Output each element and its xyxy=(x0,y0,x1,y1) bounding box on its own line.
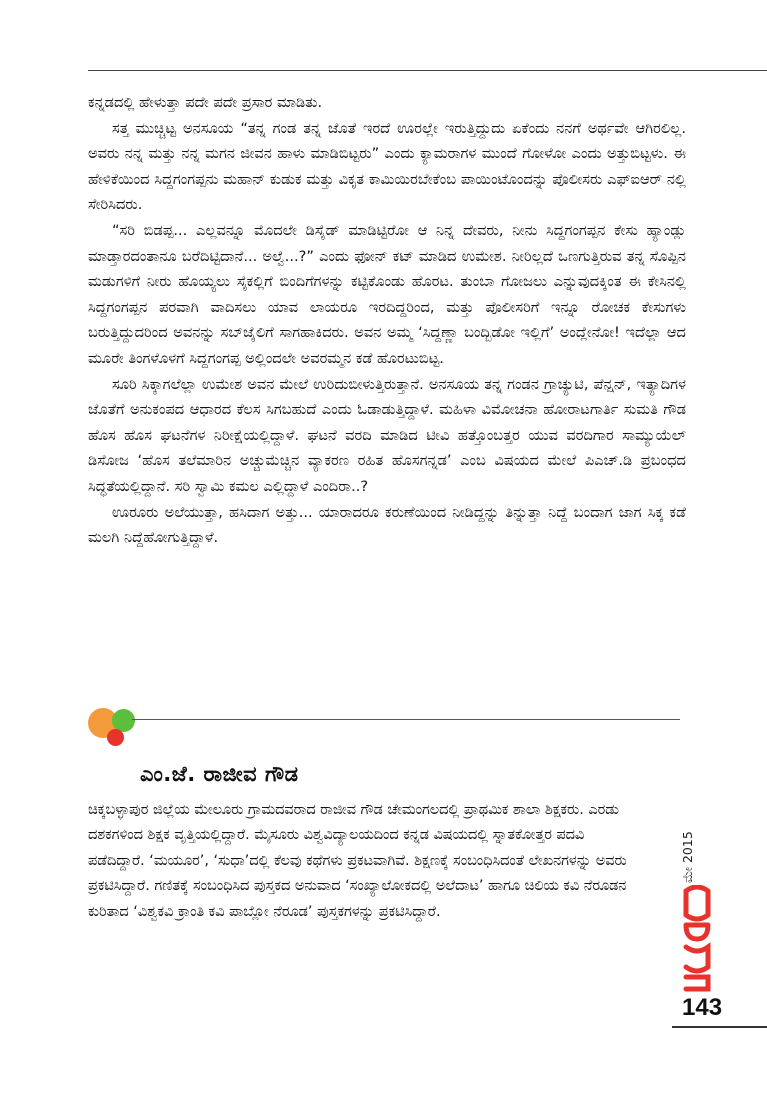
bottom-rule xyxy=(672,1026,767,1028)
story-body xyxy=(88,90,686,551)
story-paragraph: ಸತ್ತ ಮುಚ್ಚಿಟ್ಟ ಅನಸೂಯ “ತನ್ನ ಗಂಡ ತನ್ನ ಜೊತೆ ಇರದೆ ಊರಲ್ಲೇ ಇರುತ್ತಿದ್ದುದು ಏಕೆಂದು ನನಗೆ ಅರ್ಥವೇ ಆಗಿರಲಿಲ್ಲ. ಅವರು ನನ್ನ ಮತ್ತು ನನ್ನ ಮಗನ ಜೀವನ ಹಾಳು ಮಾಡಿಬಿಟ್ಟರು” ಎಂದು ಕ್ಯಾಮರಾಗಳ ಮುಂದೆ ಗೋಳೋ ಎಂದು ಅತ್ತುಬಿಟ್ಟಳು. ಈ ಹೇಳಿಕೆಯಿಂದ ಸಿದ್ದಗಂಗಪ್ಪನು ಮಹಾನ್ ಕುಡುಕ ಮತ್ತು ವಿಕೃತ ಕಾಮಿಯಿರಬೇಕೆಂಬ ಪಾಯಿಂಟೊಂದನ್ನು ಪೊಲೀಸರು ಎಫ್‌ಐಆರ್ ನಲ್ಲಿ ಸೇರಿಸಿದರು. xyxy=(88,119,686,214)
section-divider xyxy=(132,719,680,720)
author-name: ಎಂ.ಜೆ. ರಾಜೀವ ಗೌಡ xyxy=(140,762,299,786)
masthead xyxy=(680,830,720,990)
story-paragraph: ಊರೂರು ಅಲೆಯುತ್ತಾ, ಹಸಿದಾಗ ಅತ್ತು... ಯಾರಾದರೂ ಕರುಣೆಯಿಂದ ನೀಡಿದ್ದನ್ನು ತಿನ್ನುತ್ತಾ ನಿದ್ದೆ ಬಂದಾಗ ಜಾಗ ಸಿಕ್ಕ ಕಡೆ ಮಲಗಿ ನಿದ್ದೆಹೋಗುತ್ತಿದ್ದಾಳೆ. xyxy=(88,503,686,547)
story-paragraph: ಕನ್ನಡದಲ್ಲಿ ಹೇಳುತ್ತಾ ಪದೇ ಪದೇ ಪ್ರಸಾರ ಮಾಡಿತು. xyxy=(88,94,323,111)
top-rule xyxy=(88,70,767,71)
decorative-circles xyxy=(88,708,138,748)
author-bio xyxy=(88,798,636,925)
red-circle-icon xyxy=(107,729,124,746)
magazine-logo-icon xyxy=(680,885,714,993)
page-number: 143 xyxy=(682,994,723,1021)
issue-date: ಮೇ 2015 xyxy=(680,831,695,884)
story-paragraph: ಸೂರಿ ಸಿಕ್ಕಾಗಲೆಲ್ಲಾ ಉಮೇಶ ಅವನ ಮೇಲೆ ಉರಿದುಬೀಳುತ್ತಿರುತ್ತಾನೆ. ಅನಸೂಯ ತನ್ನ ಗಂಡನ ಗ್ರಾಚ್ಯುಟಿ, ಪೆನ್ಷನ್, ಇತ್ಯಾದಿಗಳ ಜೊತೆಗೆ ಅನುಕಂಪದ ಆಧಾರದ ಕೆಲಸ ಸಿಗಬಹುದೆ ಎಂದು ಓಡಾಡುತ್ತಿದ್ದಾಳೆ. ಮಹಿಳಾ ವಿಮೋಚನಾ ಹೋರಾಟಗಾರ್ತಿ ಸುಮತಿ ಗೌಡ ಹೊಸ ಹೊಸ ಘಟನೆಗಳ ನಿರೀಕ್ಷೆಯಲ್ಲಿದ್ದಾಳೆ. ಘಟನೆ ವರದಿ ಮಾಡಿದ ಟೀವಿ ಹತ್ತೊಂಬತ್ತರ ಯುವ ವರದಿಗಾರ ಸಾಮ್ಯುಯೆಲ್ ಡಿಸೋಜ ‘ಹೊಸ ತಲೆಮಾರಿನ ಅಚ್ಚುಮೆಚ್ಚಿನ ವ್ಯಾಕರಣ ರಹಿತ ಹೊಸಗನ್ನಡ’ ಎಂಬ ವಿಷಯದ ಮೇಲೆ ಪಿಎಚ್.ಡಿ ಪ್ರಬಂಧದ ಸಿದ್ಧತೆಯಲ್ಲಿದ್ದಾನೆ. ಸರಿ ಸ್ವಾಮಿ ಕಮಲ ಎಲ್ಲಿದ್ದಾಳೆ ಎಂದಿರಾ..? xyxy=(88,375,686,495)
author-bio-text: ಚಿಕ್ಕಬಳ್ಳಾಪುರ ಜಿಲ್ಲೆಯ ಮೇಲೂರು ಗ್ರಾಮದವರಾದ ರಾಜೀವ ಗೌಡ ಚೇಮಂಗಲದಲ್ಲಿ ಪ್ರಾಥಮಿಕ ಶಾಲಾ ಶಿಕ್ಷಕರು. ಎರಡು ದಶಕಗಳಿಂದ ಶಿಕ್ಷಕ ವೃತ್ತಿಯಲ್ಲಿದ್ದಾರೆ. ಮೈಸೂರು ವಿಶ್ವವಿದ್ಯಾಲಯದಿಂದ ಕನ್ನಡ ವಿಷಯದಲ್ಲಿ ಸ್ನಾತಕೋತ್ತರ ಪದವಿ ಪಡೆದಿದ್ದಾರೆ. ‘ಮಯೂರ’, ‘ಸುಧಾ’ದಲ್ಲಿ ಕೆಲವು ಕಥೆಗಳು ಪ್ರಕಟವಾಗಿವೆ. ಶಿಕ್ಷಣಕ್ಕೆ ಸಂಬಂಧಿಸಿದಂತೆ ಲೇಖನಗಳನ್ನು ಅವರು ಪ್ರಕಟಿಸಿದ್ದಾರೆ. ಗಣಿತಕ್ಕೆ ಸಂಬಂಧಿಸಿದ ಪುಸ್ತಕದ ಅನುವಾದ ‘ಸಂಖ್ಯಾಲೋಕದಲ್ಲಿ ಅಲೆದಾಟ’ ಹಾಗೂ ಚಿಲಿಯ ಕವಿ ನೆರೂಡನ ಕುರಿತಾದ ‘ವಿಶ್ವಕವಿ ಕ್ರಾಂತಿ ಕವಿ ಪಾಬ್ಲೋ ನೆರೂಡ’ ಪುಸ್ತಕಗಳನ್ನು ಪ್ರಕಟಿಸಿದ್ದಾರೆ. xyxy=(88,802,627,920)
story-paragraph: “ಸರಿ ಬಿಡಪ್ಪ... ಎಲ್ಲವನ್ನೂ ಮೊದಲೇ ಡಿಸೈಡ್ ಮಾಡಿಟ್ಟಿರೋ ಆ ನಿನ್ನ ದೇವರು, ನೀನು ಸಿದ್ದಗಂಗಪ್ಪನ ಕೇಸು ಹ್ಯಾಂಡ್ಲು ಮಾಡ್ತಾರದಂತಾನೂ ಬರೆದಿಟ್ಟಿದಾನೆ... ಅಲ್ವೆ...?” ಎಂದು ಫೋನ್ ಕಟ್ ಮಾಡಿದ ಉಮೇಶ. ನೀರಿಲ್ಲದೆ ಒಣಗುತ್ತಿರುವ ತನ್ನ ಸೊಪ್ಪಿನ ಮಡುಗಳಿಗೆ ನೀರು ಹೊಯ್ಯಲು ಸೈಕಲ್ಲಿಗೆ ಬಿಂದಿಗೆಗಳನ್ನು ಕಟ್ಟಿಕೊಂಡು ಹೊರಟ. ತುಂಬಾ ಗೋಜಲು ಎನ್ನುವುದಕ್ಕಿಂತ ಈ ಕೇಸಿನಲ್ಲಿ ಸಿದ್ದಗಂಗಪ್ಪನ ಪರವಾಗಿ ವಾದಿಸಲು ಯಾವ ಲಾಯರೂ ಇರದಿದ್ದರಿಂದ, ಮತ್ತು ಪೊಲೀಸರಿಗೆ ಇನ್ನೂ ರೋಚಕ ಕೇಸುಗಳು ಬರುತ್ತಿದ್ದುದರಿಂದ ಅವನನ್ನು ಸಬ್‌ಜೈಲಿಗೆ ಸಾಗಹಾಕಿದರು. ಅವನ ಅಮ್ಮ ‘ಸಿದ್ದಣ್ಣಾ ಬಂದ್ಬಿಡೋ ಇಲ್ಲಿಗೆ’ ಅಂದ್ಲೇನೋ! ಇದೆಲ್ಲಾ ಆದ ಮೂರೇ ತಿಂಗಳೊಳಗೆ ಸಿದ್ದಗಂಗಪ್ಪ ಅಲ್ಲಿಂದಲೇ ಅವರಮ್ಮನ ಕಡೆ ಹೊರಟುಬಿಟ್ಟ. xyxy=(88,221,686,367)
